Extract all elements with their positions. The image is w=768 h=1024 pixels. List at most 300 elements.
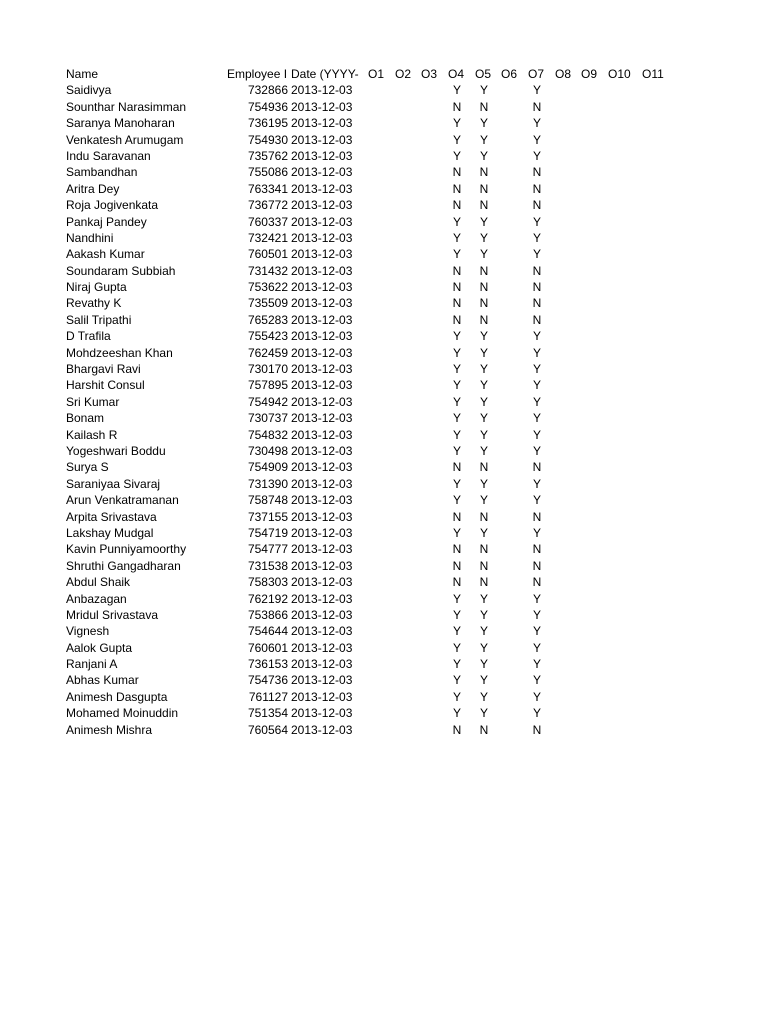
header-employee-id: Employee I xyxy=(227,67,288,81)
answer-cell-o1 xyxy=(368,623,394,639)
date-cell: 2013-12-03 xyxy=(291,247,353,262)
answer-cell-o6 xyxy=(501,328,527,344)
answer-value: Y xyxy=(452,148,461,163)
table-row xyxy=(0,443,768,459)
date-cell: 2013-12-03 xyxy=(291,673,353,688)
answer-cell-o5 xyxy=(475,689,501,705)
employee-id-cell: 755423 xyxy=(247,329,288,344)
answer-cell-o9 xyxy=(581,427,607,443)
answer-cell-o5 xyxy=(475,148,501,164)
answer-value: N xyxy=(452,280,462,295)
answer-cell-o9 xyxy=(581,115,607,131)
answer-cell-o7 xyxy=(528,214,554,230)
answer-value: N xyxy=(532,722,542,737)
answer-cell-o1 xyxy=(368,656,394,672)
answer-cell-o6 xyxy=(501,197,527,213)
answer-value: N xyxy=(532,280,542,295)
answer-cell-o5 xyxy=(475,132,501,148)
answer-value: Y xyxy=(479,476,488,491)
date-cell: 2013-12-03 xyxy=(291,460,353,475)
answer-cell-o2 xyxy=(395,410,421,426)
date-cell: 2013-12-03 xyxy=(291,99,353,114)
answer-cell-o8 xyxy=(555,541,581,557)
answer-value: Y xyxy=(452,591,461,606)
answer-cell-o7 xyxy=(528,295,554,311)
answer-cell-o1 xyxy=(368,722,394,738)
answer-cell-o7 xyxy=(528,705,554,721)
answer-value: N xyxy=(532,181,542,196)
answer-cell-o6 xyxy=(501,345,527,361)
answer-cell-o1 xyxy=(368,492,394,508)
answer-value: Y xyxy=(479,83,488,98)
answer-cell-o7 xyxy=(528,345,554,361)
answer-cell-o1 xyxy=(368,312,394,328)
employee-id-cell: 731538 xyxy=(247,558,288,573)
answer-cell-o8 xyxy=(555,558,581,574)
answer-cell-o7 xyxy=(528,459,554,475)
answer-value: Y xyxy=(532,411,541,426)
answer-cell-o11 xyxy=(642,197,676,213)
answer-cell-o8 xyxy=(555,214,581,230)
employee-id-cell: 754736 xyxy=(247,673,288,688)
answer-cell-o1 xyxy=(368,279,394,295)
answer-cell-o1 xyxy=(368,541,394,557)
answer-value: N xyxy=(452,263,462,278)
answer-cell-o5 xyxy=(475,295,501,311)
answer-value: Y xyxy=(479,214,488,229)
answer-cell-o10 xyxy=(608,689,642,705)
answer-cell-o6 xyxy=(501,574,527,590)
answer-value: N xyxy=(452,542,462,557)
table-row xyxy=(0,558,768,574)
answer-cell-o5 xyxy=(475,443,501,459)
employee-name-cell: Aakash Kumar xyxy=(66,247,145,262)
answer-cell-o7 xyxy=(528,410,554,426)
answer-cell-o10 xyxy=(608,148,642,164)
date-cell: 2013-12-03 xyxy=(291,722,353,737)
answer-cell-o7 xyxy=(528,82,554,98)
table-row xyxy=(0,295,768,311)
answer-cell-o2 xyxy=(395,99,421,115)
answer-cell-o8 xyxy=(555,640,581,656)
answer-value: N xyxy=(532,165,542,180)
answer-cell-o4 xyxy=(448,591,474,607)
employee-id-cell: 755086 xyxy=(247,165,288,180)
answer-cell-o3 xyxy=(421,722,447,738)
answer-cell-o6 xyxy=(501,394,527,410)
spreadsheet xyxy=(0,66,768,738)
answer-cell-o5 xyxy=(475,164,501,180)
answer-value: Y xyxy=(452,476,461,491)
answer-cell-o5 xyxy=(475,427,501,443)
employee-id-cell: 735509 xyxy=(247,296,288,311)
answer-cell-o3 xyxy=(421,377,447,393)
answer-cell-o6 xyxy=(501,312,527,328)
answer-cell-o9 xyxy=(581,394,607,410)
answer-cell-o2 xyxy=(395,132,421,148)
employee-name-cell: Abhas Kumar xyxy=(66,673,139,688)
answer-cell-o4 xyxy=(448,197,474,213)
answer-cell-o2 xyxy=(395,230,421,246)
employee-id-cell: 736195 xyxy=(247,116,288,131)
answer-cell-o9 xyxy=(581,607,607,623)
answer-cell-o2 xyxy=(395,246,421,262)
answer-cell-o10 xyxy=(608,656,642,672)
answer-cell-o11 xyxy=(642,525,676,541)
answer-cell-o4 xyxy=(448,672,474,688)
answer-cell-o1 xyxy=(368,164,394,180)
answer-value: Y xyxy=(452,132,461,147)
answer-cell-o1 xyxy=(368,558,394,574)
employee-name-cell: D Trafila xyxy=(66,329,111,344)
answer-cell-o6 xyxy=(501,509,527,525)
answer-value: Y xyxy=(532,427,541,442)
answer-value: N xyxy=(452,198,462,213)
answer-value: Y xyxy=(532,493,541,508)
answer-cell-o1 xyxy=(368,574,394,590)
employee-id-cell: 761127 xyxy=(248,689,288,704)
employee-id-cell: 730170 xyxy=(247,362,288,377)
answer-value: N xyxy=(479,542,489,557)
answer-value: Y xyxy=(452,706,461,721)
answer-cell-o10 xyxy=(608,361,642,377)
answer-cell-o5 xyxy=(475,591,501,607)
employee-id-cell: 758303 xyxy=(247,575,288,590)
answer-value: N xyxy=(479,280,489,295)
answer-cell-o2 xyxy=(395,492,421,508)
date-cell: 2013-12-03 xyxy=(291,198,353,213)
answer-value: Y xyxy=(479,116,488,131)
date-cell: 2013-12-03 xyxy=(291,706,353,721)
answer-cell-o6 xyxy=(501,377,527,393)
employee-id-cell: 754644 xyxy=(247,624,288,639)
table-row xyxy=(0,672,768,688)
answer-cell-o1 xyxy=(368,640,394,656)
answer-cell-o8 xyxy=(555,443,581,459)
table-row xyxy=(0,82,768,98)
answer-cell-o9 xyxy=(581,263,607,279)
answer-cell-o8 xyxy=(555,591,581,607)
answer-value: Y xyxy=(479,329,488,344)
answer-cell-o5 xyxy=(475,115,501,131)
answer-cell-o7 xyxy=(528,623,554,639)
answer-cell-o10 xyxy=(608,607,642,623)
answer-cell-o8 xyxy=(555,115,581,131)
answer-cell-o1 xyxy=(368,263,394,279)
answer-value: Y xyxy=(532,362,541,377)
answer-value: N xyxy=(532,558,542,573)
answer-cell-o7 xyxy=(528,492,554,508)
answer-cell-o3 xyxy=(421,640,447,656)
employee-id-cell: 765283 xyxy=(247,312,288,327)
answer-cell-o3 xyxy=(421,230,447,246)
answer-cell-o6 xyxy=(501,115,527,131)
date-cell: 2013-12-03 xyxy=(291,132,353,147)
answer-value: N xyxy=(479,312,489,327)
answer-cell-o6 xyxy=(501,672,527,688)
answer-cell-o1 xyxy=(368,689,394,705)
answer-cell-o4 xyxy=(448,377,474,393)
answer-cell-o2 xyxy=(395,722,421,738)
answer-value: Y xyxy=(452,329,461,344)
answer-cell-o6 xyxy=(501,656,527,672)
answer-cell-o3 xyxy=(421,525,447,541)
answer-cell-o1 xyxy=(368,459,394,475)
answer-cell-o10 xyxy=(608,591,642,607)
answer-cell-o7 xyxy=(528,164,554,180)
answer-cell-o9 xyxy=(581,509,607,525)
date-cell: 2013-12-03 xyxy=(291,542,353,557)
answer-cell-o3 xyxy=(421,541,447,557)
answer-cell-o2 xyxy=(395,328,421,344)
answer-cell-o2 xyxy=(395,214,421,230)
answer-cell-o10 xyxy=(608,263,642,279)
employee-name-cell: Arun Venkatramanan xyxy=(66,493,179,508)
answer-cell-o8 xyxy=(555,328,581,344)
answer-cell-o10 xyxy=(608,345,642,361)
answer-cell-o1 xyxy=(368,377,394,393)
answer-cell-o2 xyxy=(395,181,421,197)
employee-id-cell: 736153 xyxy=(247,657,288,672)
answer-cell-o11 xyxy=(642,214,676,230)
answer-cell-o8 xyxy=(555,164,581,180)
employee-id-cell: 760564 xyxy=(247,722,288,737)
employee-name-cell: Anbazagan xyxy=(66,591,127,606)
answer-cell-o7 xyxy=(528,574,554,590)
answer-cell-o2 xyxy=(395,197,421,213)
answer-cell-o11 xyxy=(642,705,676,721)
answer-cell-o7 xyxy=(528,377,554,393)
answer-cell-o1 xyxy=(368,99,394,115)
answer-value: N xyxy=(452,165,462,180)
answer-cell-o7 xyxy=(528,361,554,377)
data-rows xyxy=(0,82,768,738)
employee-id-cell: 760337 xyxy=(247,214,288,229)
answer-value: N xyxy=(452,312,462,327)
employee-id-cell: 757895 xyxy=(247,378,288,393)
answer-value: Y xyxy=(532,394,541,409)
answer-cell-o3 xyxy=(421,361,447,377)
answer-cell-o4 xyxy=(448,361,474,377)
answer-cell-o2 xyxy=(395,623,421,639)
date-cell: 2013-12-03 xyxy=(291,263,353,278)
answer-value: Y xyxy=(532,148,541,163)
employee-id-cell: 732421 xyxy=(247,230,288,245)
answer-cell-o1 xyxy=(368,705,394,721)
answer-cell-o2 xyxy=(395,705,421,721)
answer-cell-o11 xyxy=(642,361,676,377)
answer-cell-o8 xyxy=(555,689,581,705)
answer-cell-o1 xyxy=(368,181,394,197)
answer-cell-o10 xyxy=(608,443,642,459)
answer-value: Y xyxy=(532,525,541,540)
answer-cell-o2 xyxy=(395,394,421,410)
answer-value: Y xyxy=(479,706,488,721)
answer-cell-o9 xyxy=(581,410,607,426)
answer-cell-o7 xyxy=(528,689,554,705)
answer-cell-o4 xyxy=(448,705,474,721)
answer-cell-o4 xyxy=(448,607,474,623)
date-cell: 2013-12-03 xyxy=(291,329,353,344)
table-row xyxy=(0,361,768,377)
answer-cell-o4 xyxy=(448,558,474,574)
answer-cell-o5 xyxy=(475,246,501,262)
answer-cell-o9 xyxy=(581,279,607,295)
table-row xyxy=(0,263,768,279)
answer-cell-o7 xyxy=(528,328,554,344)
answer-cell-o9 xyxy=(581,132,607,148)
answer-cell-o5 xyxy=(475,394,501,410)
answer-value: Y xyxy=(452,394,461,409)
employee-name-cell: Indu Saravanan xyxy=(66,148,151,163)
employee-id-cell: 735762 xyxy=(247,148,288,163)
answer-value: N xyxy=(479,460,489,475)
answer-cell-o10 xyxy=(608,246,642,262)
answer-value: N xyxy=(479,558,489,573)
answer-cell-o7 xyxy=(528,541,554,557)
answer-cell-o3 xyxy=(421,263,447,279)
answer-cell-o1 xyxy=(368,361,394,377)
answer-cell-o4 xyxy=(448,394,474,410)
table-row xyxy=(0,509,768,525)
answer-cell-o11 xyxy=(642,132,676,148)
answer-value: N xyxy=(452,509,462,524)
answer-cell-o5 xyxy=(475,509,501,525)
answer-cell-o10 xyxy=(608,705,642,721)
date-cell: 2013-12-03 xyxy=(291,280,353,295)
answer-cell-o3 xyxy=(421,328,447,344)
answer-value: Y xyxy=(452,83,461,98)
answer-cell-o9 xyxy=(581,574,607,590)
answer-cell-o11 xyxy=(642,607,676,623)
answer-value: N xyxy=(479,509,489,524)
answer-cell-o11 xyxy=(642,230,676,246)
answer-value: Y xyxy=(532,706,541,721)
answer-value: Y xyxy=(479,411,488,426)
answer-cell-o11 xyxy=(642,492,676,508)
answer-cell-o6 xyxy=(501,230,527,246)
answer-value: Y xyxy=(532,214,541,229)
answer-cell-o11 xyxy=(642,328,676,344)
table-row xyxy=(0,607,768,623)
answer-cell-o2 xyxy=(395,689,421,705)
answer-cell-o9 xyxy=(581,230,607,246)
table-row xyxy=(0,459,768,475)
answer-cell-o9 xyxy=(581,164,607,180)
date-cell: 2013-12-03 xyxy=(291,427,353,442)
answer-value: N xyxy=(532,99,542,114)
answer-cell-o10 xyxy=(608,574,642,590)
answer-cell-o5 xyxy=(475,722,501,738)
answer-cell-o7 xyxy=(528,181,554,197)
answer-cell-o2 xyxy=(395,591,421,607)
answer-cell-o9 xyxy=(581,181,607,197)
answer-cell-o2 xyxy=(395,574,421,590)
answer-cell-o5 xyxy=(475,574,501,590)
answer-cell-o6 xyxy=(501,181,527,197)
answer-value: Y xyxy=(452,607,461,622)
answer-cell-o1 xyxy=(368,591,394,607)
date-cell: 2013-12-03 xyxy=(291,591,353,606)
employee-name-cell: Ranjani A xyxy=(66,657,118,672)
answer-value: N xyxy=(452,99,462,114)
employee-name-cell: Bhargavi Ravi xyxy=(66,362,141,377)
answer-cell-o11 xyxy=(642,443,676,459)
answer-value: Y xyxy=(532,607,541,622)
table-row xyxy=(0,623,768,639)
answer-cell-o4 xyxy=(448,459,474,475)
answer-cell-o9 xyxy=(581,459,607,475)
answer-cell-o7 xyxy=(528,132,554,148)
employee-name-cell: Revathy K xyxy=(66,296,122,311)
answer-cell-o10 xyxy=(608,181,642,197)
answer-value: N xyxy=(532,263,542,278)
answer-cell-o4 xyxy=(448,689,474,705)
answer-value: N xyxy=(532,542,542,557)
answer-cell-o5 xyxy=(475,197,501,213)
answer-cell-o3 xyxy=(421,656,447,672)
answer-value: N xyxy=(532,509,542,524)
answer-cell-o3 xyxy=(421,689,447,705)
answer-cell-o4 xyxy=(448,181,474,197)
answer-value: Y xyxy=(479,247,488,262)
answer-cell-o11 xyxy=(642,656,676,672)
answer-cell-o2 xyxy=(395,115,421,131)
answer-cell-o8 xyxy=(555,722,581,738)
answer-value: N xyxy=(479,296,489,311)
answer-cell-o4 xyxy=(448,410,474,426)
answer-value: Y xyxy=(532,132,541,147)
employee-id-cell: 753866 xyxy=(247,607,288,622)
answer-cell-o1 xyxy=(368,509,394,525)
answer-value: N xyxy=(532,198,542,213)
answer-cell-o8 xyxy=(555,377,581,393)
date-cell: 2013-12-03 xyxy=(291,607,353,622)
answer-cell-o9 xyxy=(581,345,607,361)
answer-cell-o4 xyxy=(448,509,474,525)
answer-cell-o3 xyxy=(421,705,447,721)
answer-cell-o10 xyxy=(608,328,642,344)
answer-cell-o7 xyxy=(528,115,554,131)
answer-cell-o9 xyxy=(581,148,607,164)
answer-cell-o3 xyxy=(421,443,447,459)
answer-cell-o6 xyxy=(501,410,527,426)
answer-cell-o6 xyxy=(501,148,527,164)
answer-cell-o6 xyxy=(501,525,527,541)
answer-cell-o5 xyxy=(475,230,501,246)
answer-value: Y xyxy=(532,247,541,262)
date-cell: 2013-12-03 xyxy=(291,116,353,131)
answer-cell-o6 xyxy=(501,99,527,115)
answer-cell-o6 xyxy=(501,214,527,230)
answer-cell-o5 xyxy=(475,459,501,475)
answer-cell-o5 xyxy=(475,361,501,377)
answer-cell-o1 xyxy=(368,345,394,361)
employee-id-cell: 751354 xyxy=(247,706,288,721)
table-row xyxy=(0,345,768,361)
date-cell: 2013-12-03 xyxy=(291,411,353,426)
answer-cell-o4 xyxy=(448,541,474,557)
answer-cell-o8 xyxy=(555,361,581,377)
answer-cell-o5 xyxy=(475,476,501,492)
answer-cell-o1 xyxy=(368,525,394,541)
answer-cell-o5 xyxy=(475,623,501,639)
answer-cell-o2 xyxy=(395,459,421,475)
employee-name-cell: Abdul Shaik xyxy=(66,575,131,590)
employee-name-cell: Niraj Gupta xyxy=(66,280,127,295)
answer-cell-o1 xyxy=(368,82,394,98)
answer-cell-o2 xyxy=(395,377,421,393)
